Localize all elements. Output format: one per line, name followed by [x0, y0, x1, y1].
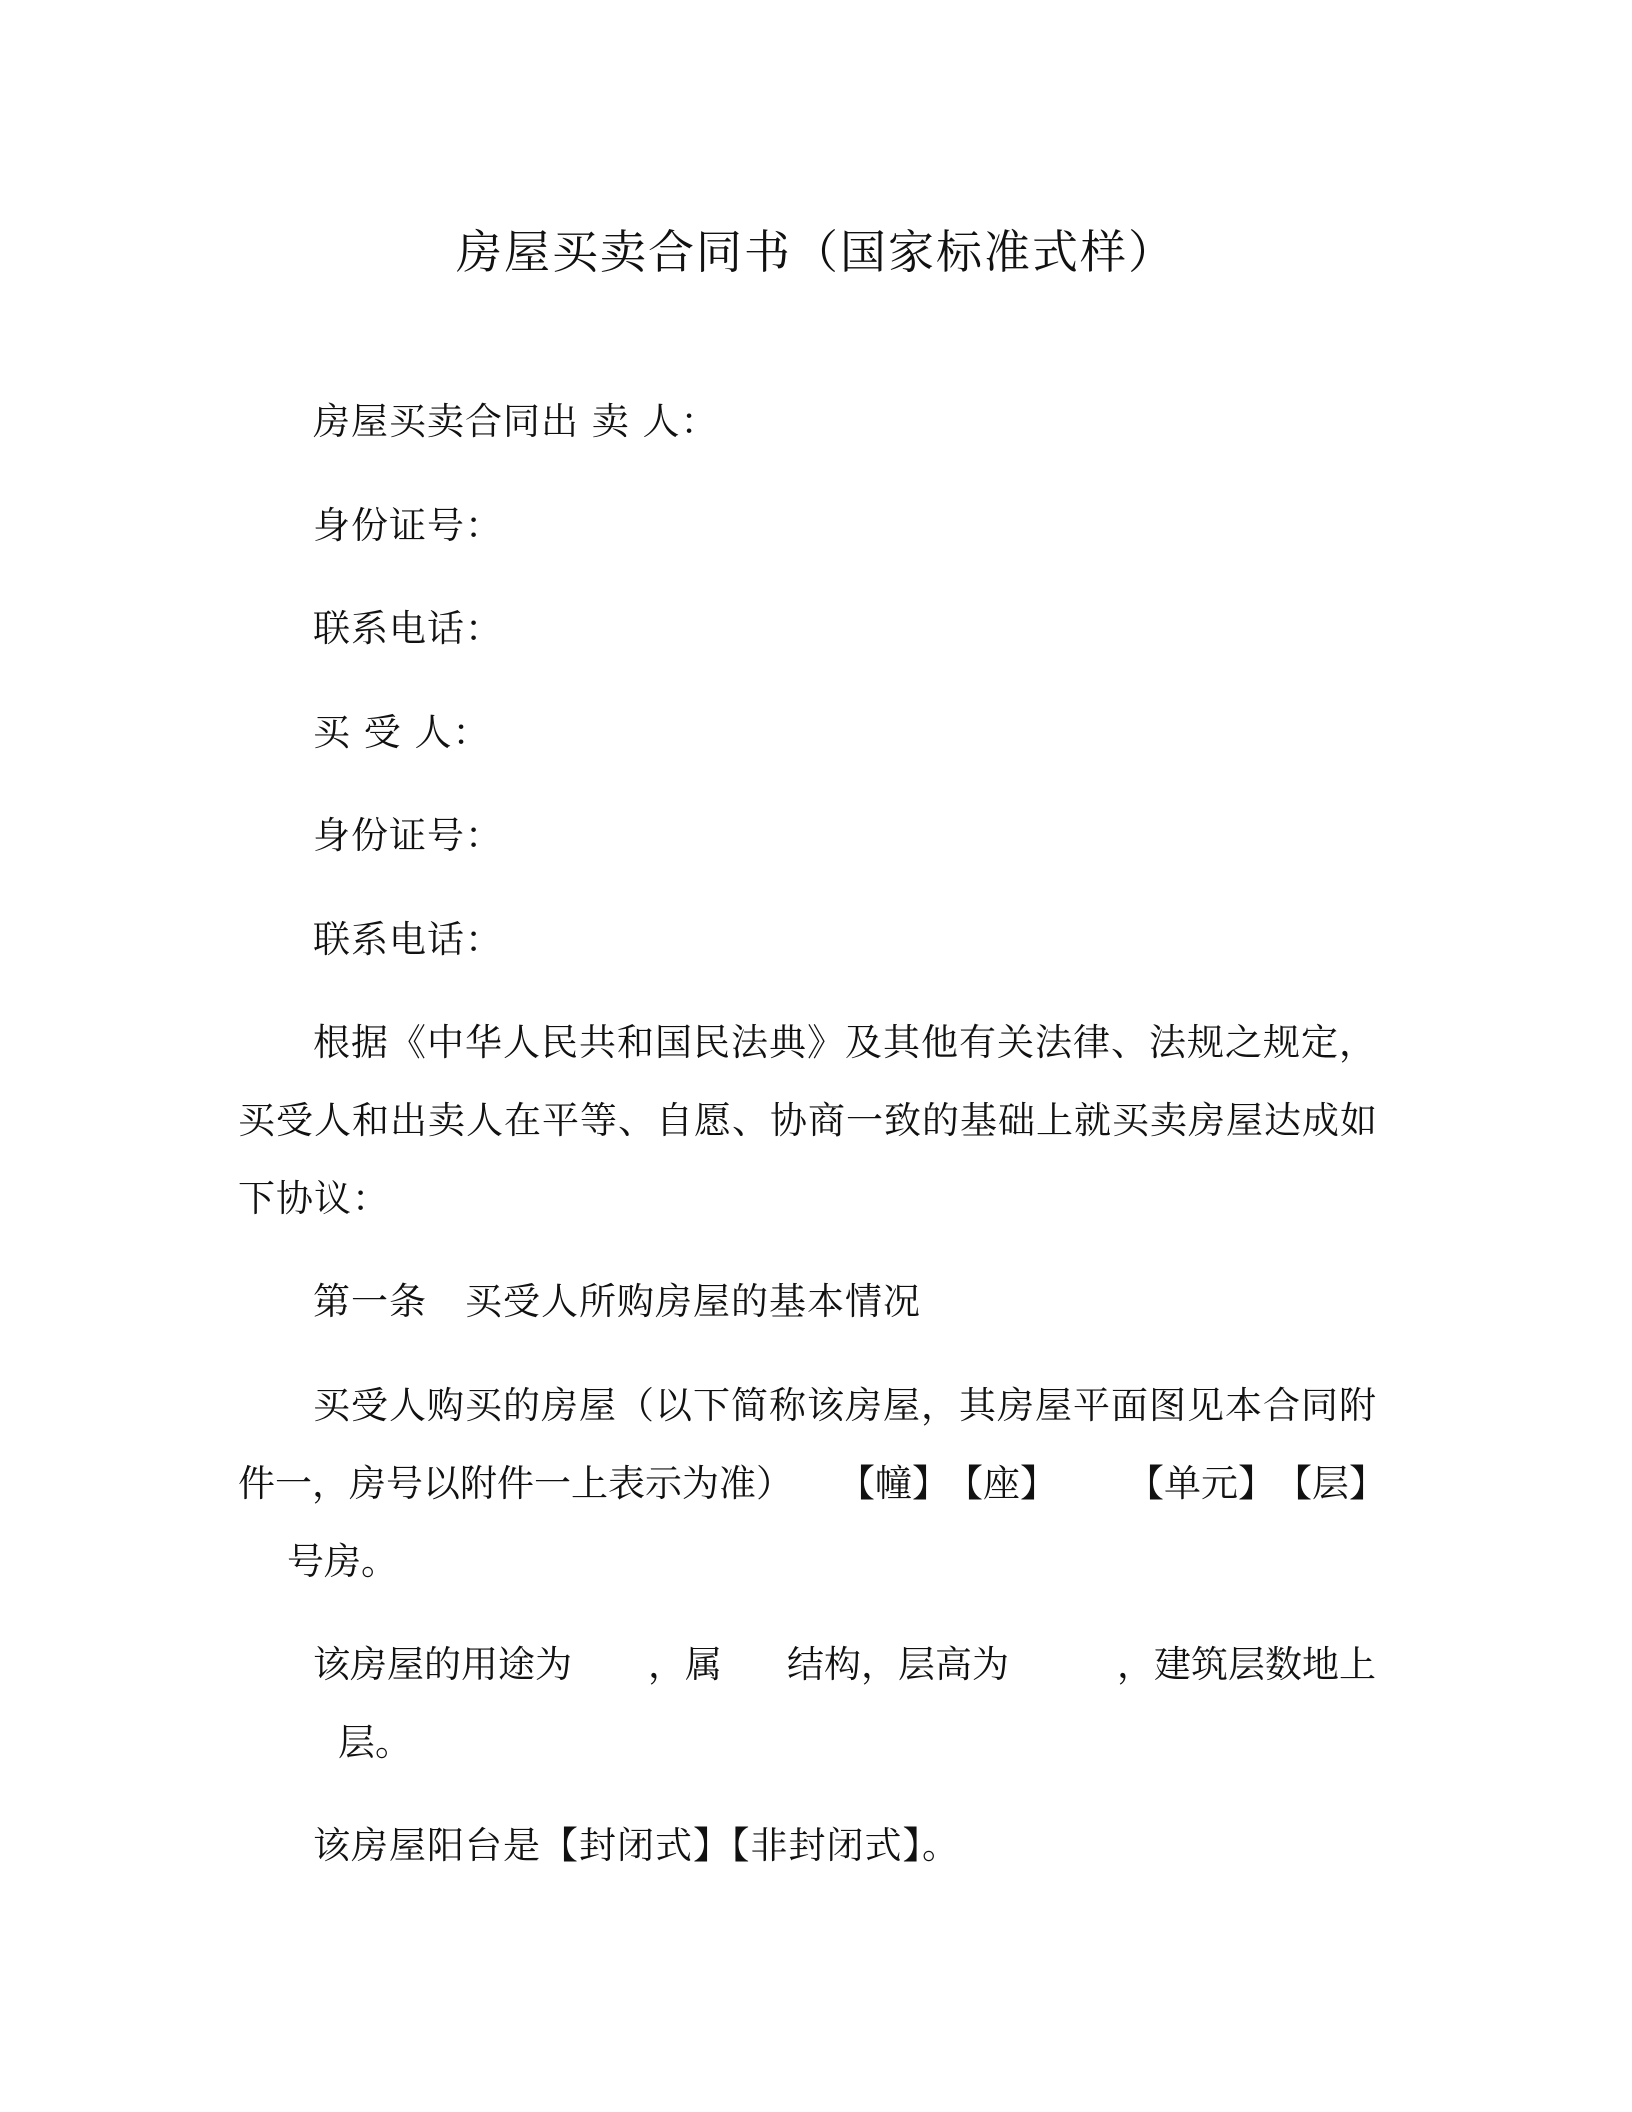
building-bracket: 【幢】	[838, 1462, 949, 1505]
balcony-line: 该房屋阳台是【封闭式】【非封闭式】。	[313, 1824, 960, 1867]
preamble-line-2: 买受人和出卖人在平等、自愿、协商一致的基础上就买卖房屋达成如	[238, 1099, 1378, 1142]
seat-bracket: 【座】	[946, 1462, 1057, 1505]
document-title: 房屋买卖合同书（国家标准式样）	[456, 225, 1176, 279]
buyer-id-label: 身份证号：	[313, 814, 503, 857]
seller-id-label: 身份证号：	[313, 504, 503, 547]
preamble-line-3: 下协议：	[238, 1177, 390, 1220]
article-1-heading: 第一条 买受人所购房屋的基本情况	[313, 1280, 921, 1323]
floors-label: ，建筑层数地上	[1117, 1643, 1376, 1686]
use-label: 该房屋的用途为	[313, 1643, 572, 1686]
preamble-line-1: 根据《中华人民共和国民法典》及其他有关法律、法规之规定，	[313, 1021, 1377, 1064]
floor-bracket: 【层】	[1275, 1462, 1386, 1505]
buyer-phone-label: 联系电话：	[313, 918, 503, 961]
article-1-para1-line3: 号房。	[287, 1540, 398, 1583]
buyer-label: 买 受 人：	[313, 711, 491, 754]
unit-bracket: 【单元】	[1127, 1462, 1275, 1505]
article-1-para1-line1: 买受人购买的房屋（以下简称该房屋，其房屋平面图见本合同附	[313, 1384, 1377, 1427]
belong-label: ，属	[648, 1643, 722, 1686]
floors-end: 层。	[338, 1721, 412, 1764]
seller-phone-label: 联系电话：	[313, 607, 503, 650]
structure-label: 结构，层高为	[787, 1643, 1009, 1686]
article-1-para1-line2: 件一，房号以附件一上表示为准）	[238, 1462, 793, 1505]
seller-label: 房屋买卖合同出 卖 人：	[313, 400, 719, 443]
